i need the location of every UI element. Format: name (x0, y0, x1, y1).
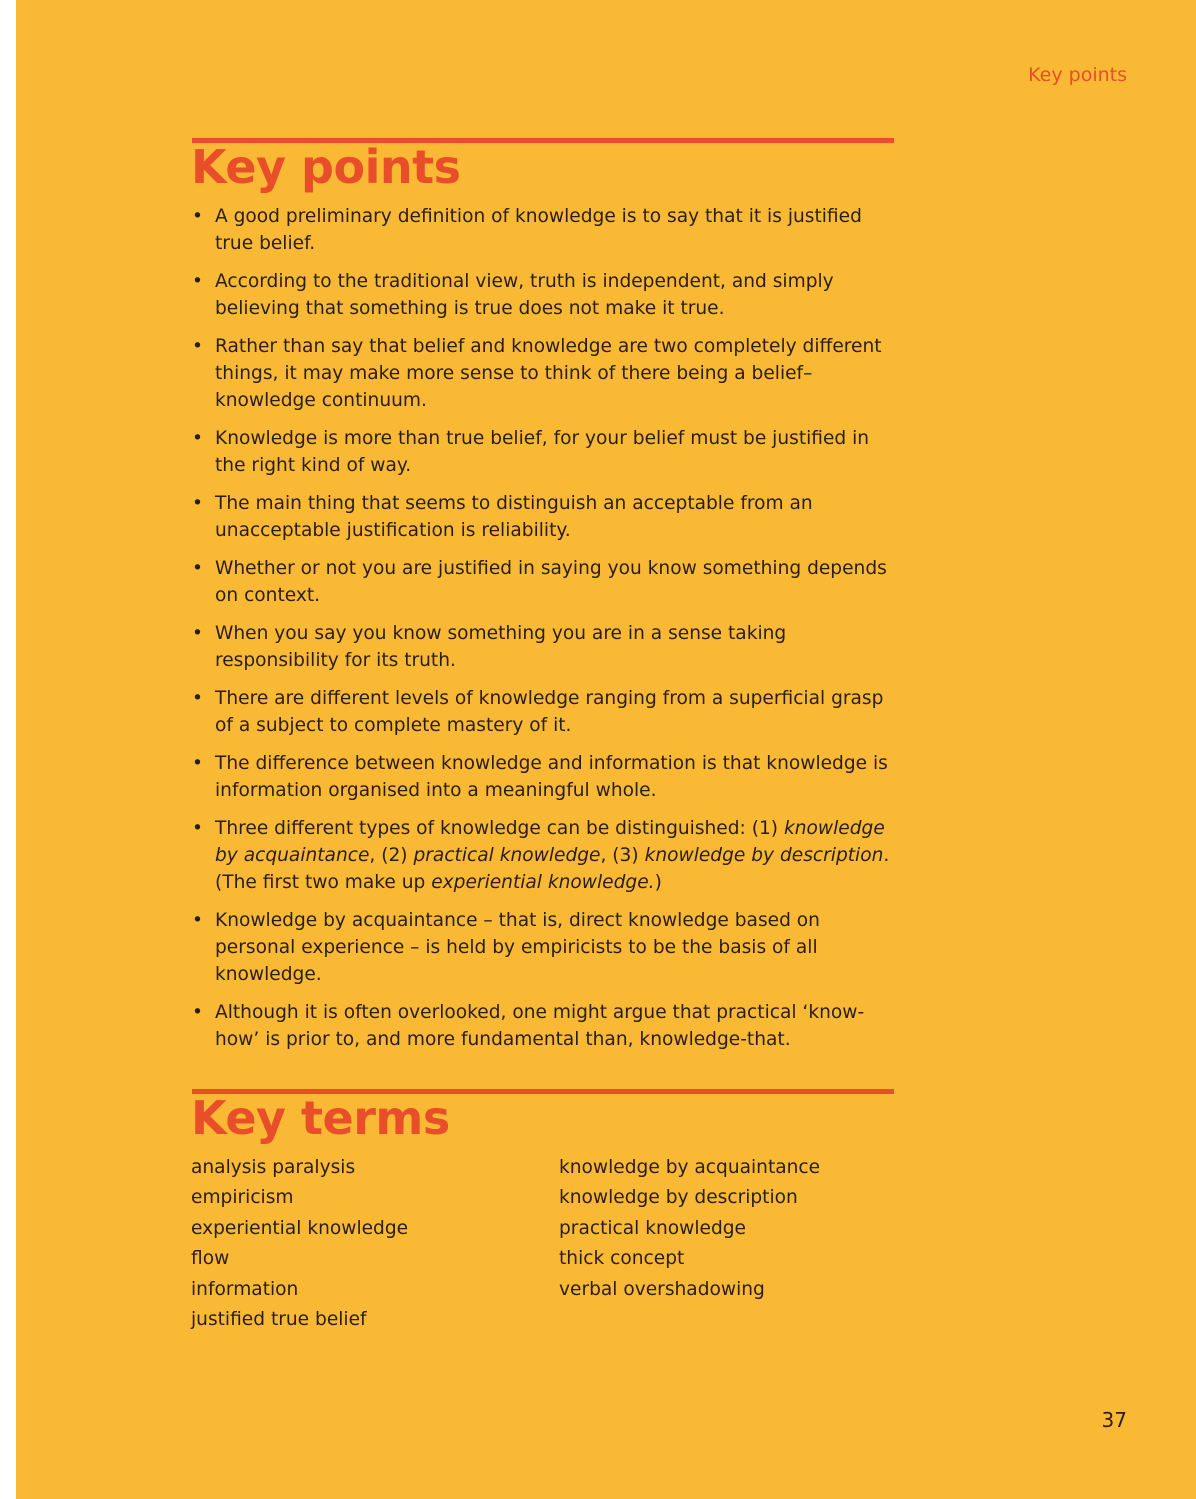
key-term: empiricism (191, 1187, 294, 1209)
key-term: practical knowledge (559, 1217, 746, 1239)
key-point-item (192, 999, 902, 1053)
text-segment: Knowledge is more than true belief, for your belief must be justified in the right kind of way. (215, 428, 870, 476)
italic-term: experiential knowledge. (431, 872, 655, 893)
text-segment: The difference between knowledge and information is that knowledge is information organised into a meaningful whole. (215, 753, 888, 801)
text-segment: , (2) (369, 845, 414, 866)
key-point-item (192, 333, 902, 414)
text-segment: . (The first two make up (215, 845, 890, 893)
key-point-item (192, 750, 902, 804)
page-number: 37 (1101, 1408, 1127, 1432)
key-term: knowledge by acquaintance (559, 1157, 821, 1178)
key-term: information (191, 1278, 299, 1300)
key-term: analysis paralysis (191, 1157, 356, 1178)
key-point-item (192, 620, 902, 674)
text-segment: Three different types of knowledge can be distinguished: (1) (215, 818, 784, 839)
text-segment: There are different levels of knowledge ranging from a superficial grasp of a subject to complete mastery of it. (215, 688, 884, 736)
key-point-item (192, 685, 902, 739)
key-term: flow (191, 1248, 230, 1270)
text-segment: Whether or not you are justified in saying you know something depends on context. (215, 558, 887, 606)
text-segment: According to the traditional view, truth is independent, and simply believing that something is true does not make it true. (215, 271, 834, 319)
key-point-item (192, 907, 902, 988)
key-term: experiential knowledge (191, 1217, 409, 1239)
key-point-item (192, 425, 902, 479)
italic-term: practical knowledge (413, 845, 601, 866)
key-terms-column-2 (559, 1153, 820, 1305)
running-head: Key points (1028, 64, 1127, 86)
key-point-item (192, 555, 902, 609)
text-segment: , (3) (600, 845, 645, 866)
key-points-list (192, 203, 902, 1064)
key-terms-heading: Key terms (191, 1091, 450, 1145)
key-point-item (192, 815, 902, 896)
text-segment: A good preliminary definition of knowledge is to say that it is justified true belief. (215, 206, 862, 254)
key-term: thick concept (559, 1248, 685, 1270)
text-segment: The main thing that seems to distinguish an acceptable from an unacceptable justification is reliability. (215, 493, 813, 541)
text-segment: Rather than say that belief and knowledge are two completely different things, it may make more sense to think of there being a belief–knowledge continuum. (215, 336, 882, 411)
key-terms-column-1 (191, 1153, 408, 1335)
text-segment: Although it is often overlooked, one might argue that practical ‘know-how’ is prior to, and more fundamental than, knowledge-that. (215, 1002, 865, 1050)
text-segment: ) (654, 872, 662, 893)
key-point-item (192, 490, 902, 544)
italic-term: knowledge by description (644, 845, 884, 866)
italic-term: knowledge by acquaintance (215, 818, 885, 866)
page (16, 0, 1196, 1499)
text-segment: Knowledge by acquaintance – that is, direct knowledge based on personal experience – is held by empiricists to be the basis of all knowledge. (215, 910, 820, 985)
key-points-heading: Key points (191, 140, 461, 194)
key-point-item (192, 203, 902, 257)
key-point-item (192, 268, 902, 322)
text-segment: When you say you know something you are in a sense taking responsibility for its truth. (215, 623, 787, 671)
key-term: verbal overshadowing (559, 1278, 765, 1300)
key-term: justified true belief (191, 1309, 367, 1331)
key-term: knowledge by description (559, 1187, 798, 1209)
